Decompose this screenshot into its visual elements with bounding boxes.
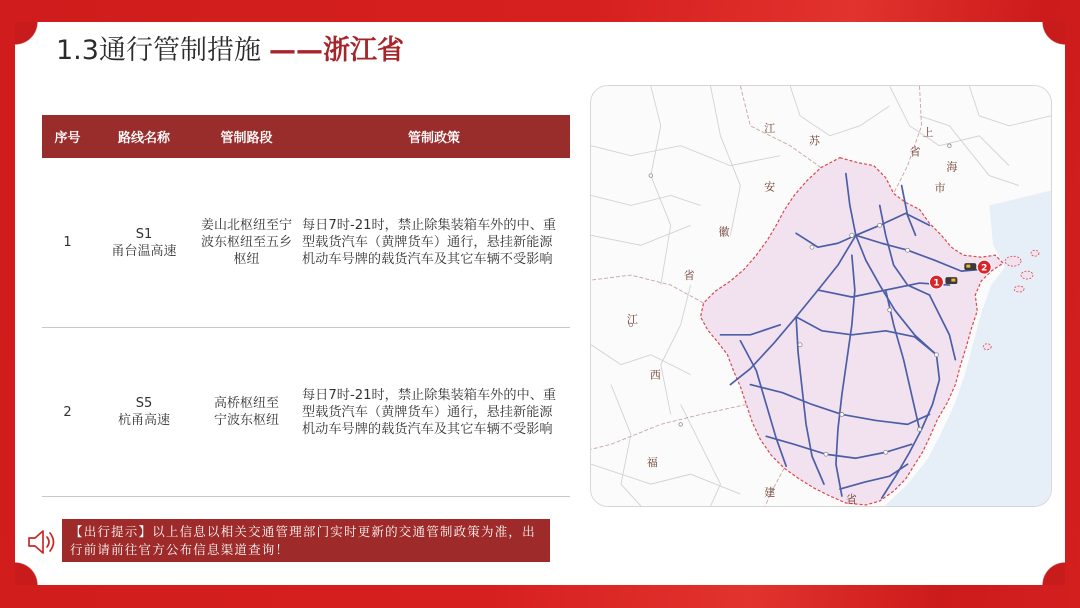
- zhejiang-map-svg: [591, 86, 1051, 506]
- zhejiang-map: [590, 85, 1052, 507]
- table-row: [42, 328, 570, 497]
- map-label: 省: [845, 493, 857, 506]
- panel-corner-decoration: [15, 22, 39, 46]
- map-label: 西: [649, 368, 661, 382]
- truck-icon: [945, 277, 957, 284]
- header-section: 管制路段: [195, 115, 298, 158]
- sound-wave: [50, 533, 54, 551]
- city-dot: [918, 427, 922, 431]
- speaker-icon: [26, 526, 58, 558]
- cell-section: [195, 328, 298, 497]
- map-label: 江: [764, 121, 776, 135]
- panel-corner-decoration: [1041, 22, 1065, 46]
- city-dot: [884, 450, 888, 454]
- map-label: 徽: [718, 225, 730, 239]
- policy-line: 机动车号牌的载货汽车及其它车辆不受影响: [302, 421, 553, 437]
- city-dot: [679, 423, 683, 427]
- route-code: S5: [135, 396, 153, 411]
- section-line: 宁波东枢纽: [213, 413, 279, 428]
- cell-route: [93, 158, 195, 328]
- city-dot: [810, 245, 814, 249]
- cell-index: 2: [42, 328, 93, 497]
- map-label: 省: [683, 269, 695, 283]
- city-dot: [888, 308, 892, 312]
- travel-notice-box: [62, 519, 550, 562]
- island: [1031, 250, 1039, 256]
- speaker-body: [29, 531, 43, 553]
- truck-icon: [964, 263, 976, 270]
- route-name: 甬台温高速: [111, 243, 177, 259]
- map-label: 省: [909, 145, 921, 159]
- city-dot: [649, 174, 653, 178]
- section-line: 姜山北枢纽至宁: [200, 218, 292, 233]
- header-route-name: 路线名称: [93, 115, 195, 158]
- notice-line: 【出行提示】以上信息以相关交通管理部门实时更新的交通管制政策为准，出: [70, 524, 536, 539]
- truck-window: [966, 265, 970, 268]
- city-dot: [948, 144, 952, 148]
- section-line: 高桥枢纽至: [213, 396, 279, 411]
- sound-wave: [47, 537, 49, 547]
- map-label: 江: [626, 312, 638, 326]
- panel-corner-decoration: [15, 561, 39, 585]
- policy-line: 型载货汽车（黄牌货车）通行，悬挂新能源: [302, 235, 553, 250]
- island: [1021, 271, 1033, 279]
- route-code: S1: [135, 226, 153, 242]
- marker-number: 1: [933, 278, 940, 289]
- island: [1014, 286, 1024, 292]
- city-dot: [934, 353, 938, 357]
- map-label: 苏: [809, 134, 820, 148]
- cell-policy: [298, 158, 570, 328]
- city-dot: [850, 233, 854, 237]
- policy-line: 型载货汽车（黄牌货车）通行，悬挂新能源: [302, 404, 553, 420]
- map-label: 安: [764, 180, 776, 194]
- slide-title-main: 1.3通行管制措施: [56, 35, 261, 66]
- map-label: 上: [922, 125, 934, 139]
- slide-title-province: ——浙江省: [268, 35, 404, 66]
- cell-index: 1: [42, 158, 93, 328]
- island: [983, 344, 991, 350]
- island: [1005, 256, 1021, 266]
- city-dot: [906, 248, 910, 252]
- section-line: 枢纽: [233, 252, 260, 267]
- table-row: [42, 158, 570, 328]
- truck-window: [951, 279, 955, 282]
- city-dot: [878, 223, 882, 227]
- header-index: 序号: [42, 115, 93, 158]
- panel-corner-decoration: [1041, 561, 1065, 585]
- city-dot: [824, 452, 828, 456]
- route-name: 杭甬高速: [117, 413, 170, 428]
- marker-number: 2: [981, 263, 988, 274]
- map-label: 市: [934, 181, 946, 195]
- city-dot: [798, 343, 802, 347]
- map-label: 海: [946, 160, 958, 174]
- cell-section: [195, 158, 298, 328]
- cell-route: [93, 328, 195, 497]
- map-label: 福: [646, 456, 658, 470]
- policy-line: 每日7时-21时，禁止除集装箱车外的中、重: [302, 387, 557, 403]
- header-policy: 管制政策: [298, 115, 570, 158]
- slide-title: [56, 32, 404, 70]
- notice-line: 行前请前往官方公布信息渠道查询！: [70, 542, 290, 557]
- policy-line: 每日7时-21时，禁止除集装箱车外的中、重: [302, 218, 557, 233]
- policy-line: 机动车号牌的载货汽车及其它车辆不受影响: [302, 252, 553, 267]
- map-label: 建: [764, 486, 776, 500]
- city-dot: [840, 412, 844, 416]
- traffic-control-table: [42, 115, 570, 497]
- cell-policy: [298, 328, 570, 497]
- table-header-row: [42, 115, 570, 158]
- section-line: 波东枢纽至五乡: [200, 235, 292, 250]
